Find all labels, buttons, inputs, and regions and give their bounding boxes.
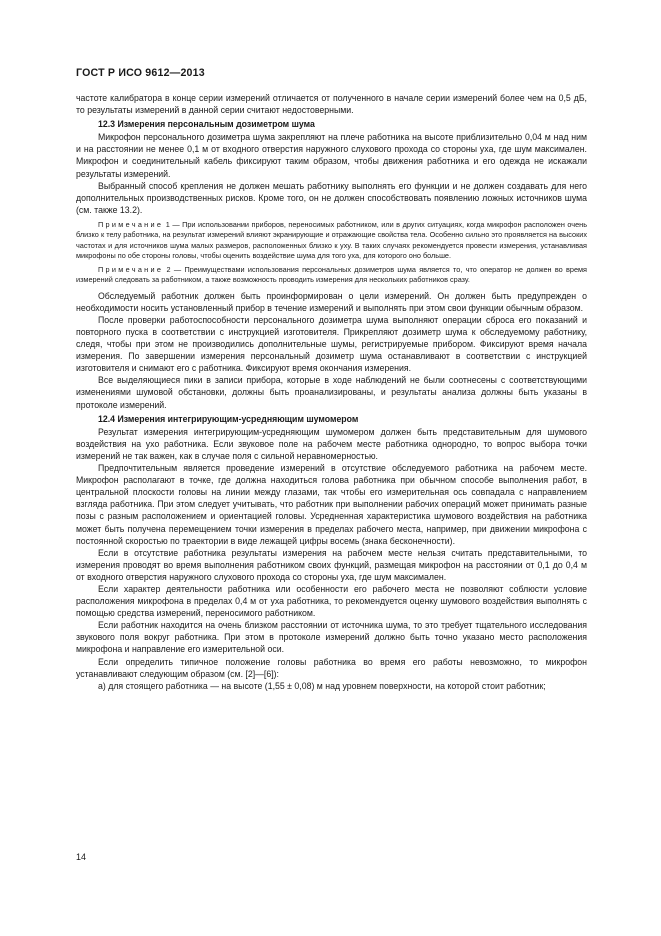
section-heading-12-4: 12.4 Измерения интегрирующим-усредняющим шумомером: [98, 413, 359, 424]
paragraph: частоте калибратора в конце серии измерений отличается от полученного в начале серии измерений более чем на 0,5 дБ, то результаты измерений в данной серии считают недостоверными.: [76, 93, 587, 116]
note-text: 2 — Преимуществами использования персональных дозиметров шума является то, что оператор не должен во время измерений следовать за работником, а также возможность проводить измерения для нескольких работников сразу.: [76, 265, 587, 285]
document-header: ГОСТ Р ИСО 9612—2013: [76, 67, 205, 79]
note-text: 1 — При использовании приборов, переносимых работником, или в других ситуациях, когда микрофон расположен очень близко к телу работника, на результат измерений влияют экранирующие и отражающие свойства тела. Особенно сильно это проявляется на высоких частотах и для источников шума малых размеров, расположенных близко к уху. В таких случаях рекомендуется провести измерения, устанавливая микрофоны по обе стороны головы, чтобы оценить воздействие шума для того уха, для которого оно больше.: [76, 219, 587, 260]
note-label: Примечание: [98, 219, 164, 229]
paragraph: Все выделяющиеся пики в записи прибора, которые в ходе наблюдений не были соотнесены с соответствующими изменениями шумовой обстановки, должны быть проанализированы, и результаты анализа должны быть указаны в протоколе измерений.: [76, 375, 587, 410]
paragraph: Если характер деятельности работника или особенности его рабочего места не позволяют соблюсти условие расположения микрофона в пределах 0,4 м от уха работника, то рекомендуется оценку шумового воздействия выполнять с помощью средства измерений, переносимого работником.: [76, 583, 587, 619]
paragraph: Выбранный способ крепления не должен мешать работнику выполнять его функции и не должен создавать для него дополнительных производственных рисков. Кроме того, он не должен способствовать появлению ложных источников шума (см. также 13.2).: [76, 180, 587, 215]
paragraph: Если определить типичное положение головы работника во время его работы невозможно, то микрофон устанавливают следующим образом (см. [2]—[6]):: [76, 656, 587, 679]
paragraph: После проверки работоспособности персонального дозиметра шума выполняют операции сброса его показаний и повторного пуска в соответствии с инструкцией изготовителя. Прикрепляют дозиметр шума к обследуемому работнику, следя, чтобы при этом не производились дополнительные шумы, регистрируемые прибором. Фиксируют время начала измерения. По завершении измерения персональный дозиметр шума останавливают в соответствии с инструкцией изготовителя и снимают его с работника. Фиксируют время окончания измерения.: [76, 314, 587, 374]
section-heading-12-3: 12.3 Измерения персональным дозиметром шума: [98, 119, 315, 130]
paragraph: Результат измерения интегрирующим-усредняющим шумомером должен быть представительным для шумового воздействия на ухо работника. Если звуковое поле на рабочем месте работника однородно, то вопрос выбора точки измерений не так важен, как в случае поля с сильной неравномерностью.: [76, 426, 587, 461]
page-content: [76, 92, 587, 692]
paragraph: Предпочтительным является проведение измерений в отсутствие обследуемого работника на рабочем месте. Микрофон располагают в точке, где должна находиться голова работника при обычном способе выполнения работ, в центральной плоскости головы на линии между глазами, так чтобы его измерительная ось совпадала с направлением взгляда работника. При этом следует учитывать, что работник при выполнении рабочих операций может принимать разные позы с разным расположением и ориентацией головы. Усредненная характеристика шумового воздействия на работника может быть получена перемещением точки измерения в пределах рабочего места, например, при движении микрофона с постоянной скоростью по траектории в виде лежащей цифры восемь (знака бесконечности).: [76, 463, 587, 546]
paragraph: Обследуемый работник должен быть проинформирован о цели измерений. Он должен быть предупрежден о необходимости носить установленный прибор в течение измерений и выполнять при этом свои функции обычным образом.: [76, 290, 587, 313]
paragraph: Если в отсутствие работника результаты измерения на рабочем месте нельзя считать представительными, то измерения проводят во время выполнения работником своих функций, размещая микрофон на расстоянии от 0,1 до 0,4 м от входного отверстия наружного слухового прохода со стороны уха, где шум максимален.: [76, 547, 587, 582]
page-number: 14: [76, 852, 87, 862]
note-1: [76, 220, 587, 261]
paragraph: Если работник находится на очень близком расстоянии от источника шума, то это требует тщательного исследования звукового поля вокруг работника. При этом в протоколе измерений должно быть точно указано место расположения микрофона и направление его измерительной оси.: [76, 620, 587, 655]
note-2: [76, 265, 587, 286]
paragraph: Микрофон персонального дозиметра шума закрепляют на плече работника на высоте приблизительно 0,04 м над ним и на расстоянии не менее 0,1 м от входного отверстия наружного слухового прохода со стороны уха, где шум максимален. Микрофон и соединительный кабель фиксируют таким образом, чтобы движения работника и его одежда не искажали результаты измерений.: [76, 132, 587, 179]
note-label: Примечание: [98, 265, 164, 275]
list-item-a: а) для стоящего работника — на высоте (1,55 ± 0,08) м над уровнем поверхности, на которой стоит работник;: [98, 680, 546, 691]
